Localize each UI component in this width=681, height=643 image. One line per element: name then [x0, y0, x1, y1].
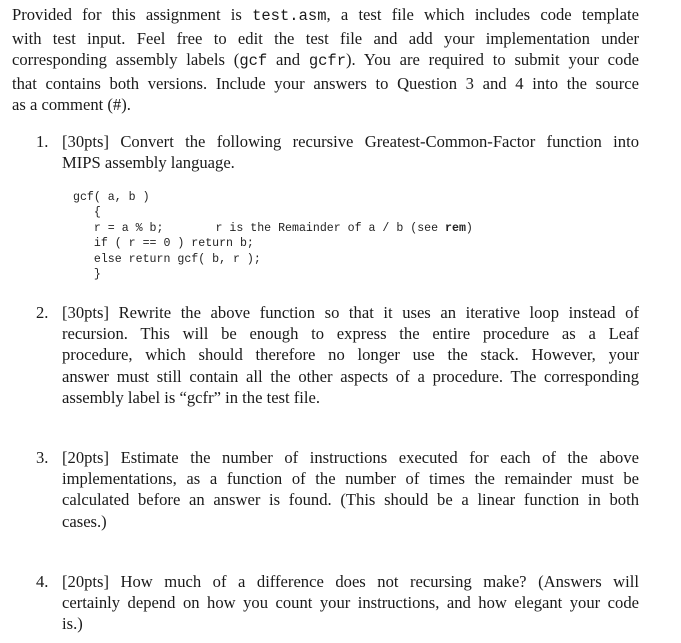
question-number: 3.: [36, 448, 49, 467]
intro-line-3: corresponding assembly labels (gcf and gcfr). You are required to submit your code: [12, 50, 639, 71]
filename-test-asm: test.asm: [252, 7, 327, 25]
question-text: [20pts] Estimate the number of instructions executed for each of the above implementations, as a function of the number of times the remainder must be calculated before an answer is found. (This should be a linear function in both cases.): [62, 448, 639, 531]
question-text: [30pts] Rewrite the above function so that it uses an iterative loop instead of recursion. This will be enough to express the entire procedure as a Leaf procedure, which should therefore no longer use the stack. However, your answer must still contain all the other aspects of a procedure. The corresponding assembly label is “gcfr” in the test file.: [62, 303, 639, 407]
intro-line-2: with test input. Feel free to edit the test file and add your implementation under: [12, 28, 639, 48]
question-number: 2.: [36, 303, 49, 322]
intro-line-4: that contains both versions. Include your answers to Question 3 and 4 into the source: [12, 73, 639, 93]
intro-line-1: Provided for this assignment is test.asm, a test file which includes code template: [12, 5, 640, 25]
question-number: 1.: [36, 132, 49, 151]
label-gcf: gcf: [239, 52, 268, 71]
question-text: [30pts] Convert the following recursive Greatest-Common-Factor function into MIPS assembly language.: [62, 132, 639, 173]
gcf-code-block: gcf( a, b ) { r = a % b; r is the Remainder of a / b (see rem) if ( r == 0 ) return b; else return gcf( b, r ); }: [73, 191, 473, 282]
label-gcfr: gcfr: [308, 52, 347, 71]
intro-paragraph: [12, 4, 639, 116]
question-number: 4.: [36, 572, 49, 591]
question-text: [20pts] How much of a difference does not recursing make? (Answers will certainly depend on how you count your instructions, and how elegant your code is.): [62, 572, 639, 634]
intro-line-5: as a comment (#).: [12, 95, 131, 115]
